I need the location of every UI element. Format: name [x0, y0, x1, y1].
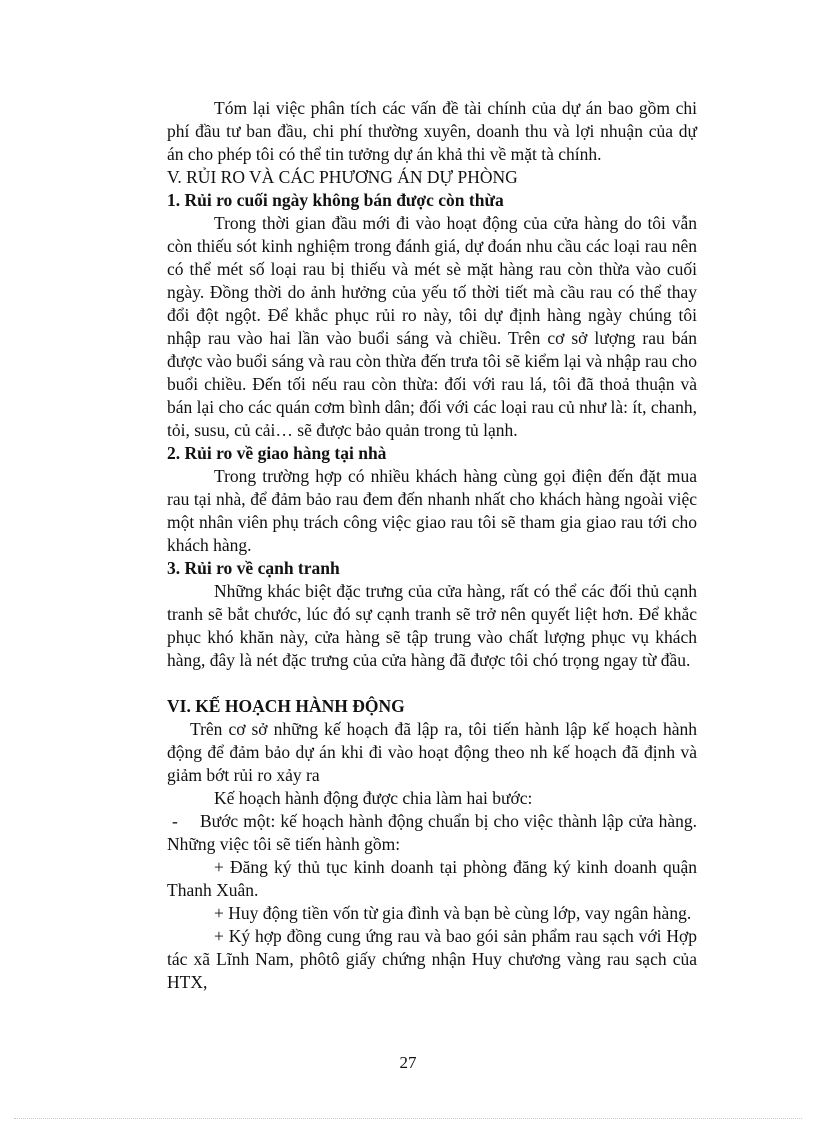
subsection-3-title: 3. Rủi ro về cạnh tranh	[167, 558, 340, 578]
list-item-contract: + Ký hợp đồng cung ứng rau và bao gói sản phẩm rau sạch với Hợp tác xã Lĩnh Nam, phôtô giấy chứng nhận Huy chương vàng rau sạch của HTX,	[167, 926, 697, 992]
subsection-3-text: Những khác biệt đặc trưng của cửa hàng, rất có thể các đối thủ cạnh tranh sẽ bắt chước, lúc đó sự cạnh tranh sẽ trở nên quyết liệt hơn. Để khắc phục khó khăn này, cửa hàng sẽ tập trung vào chất lượng phục vụ khách hàng, đây là nét đặc trưng của cửa hàng đã được tôi chó trọng ngay từ đầu.	[167, 581, 697, 670]
subsection-1-title: 1. Rủi ro cuối ngày không bán được còn thừa	[167, 190, 504, 210]
step-1-text: Bước một: kế hoạch hành động chuẩn bị cho việc thành lập cửa hàng. Những việc tôi sẽ tiến hành gồm:	[167, 811, 697, 854]
subsection-2-title: 2. Rủi ro về giao hàng tại nhà	[167, 443, 387, 463]
section-6-steps-intro: Kế hoạch hành động được chia làm hai bước:	[214, 788, 533, 808]
page-number: 27	[399, 1053, 417, 1072]
paragraph-financial-summary: Tóm lại việc phân tích các vấn đề tài chính của dự án bao gồm chi phí đầu tư ban đầu, chi phí thường xuyên, doanh thu và lợi nhuận của dự án cho phép tôi có thể tin tưởng dự án khả thi về mặt tà chính.	[167, 98, 697, 164]
step-1-item	[167, 810, 697, 856]
section-5-title: V. RỦI RO VÀ CÁC PHƯƠNG ÁN DỰ PHÒNG	[167, 167, 518, 187]
page-bottom-divider	[14, 1118, 802, 1119]
subsection-1-text: Trong thời gian đầu mới đi vào hoạt động của cửa hàng do tôi vẫn còn thiếu sót kinh nghiệm trong đánh giá, dự đoán nhu cầu các loại rau nên có thể mét số loại rau bị thiếu và mét sè mặt hàng rau còn thừa vào cuối ngày. Đồng thời do ảnh hưởng của yếu tố thời tiết mà cầu rau có thể thay đổi đột ngột. Để khắc phục rủi ro này, tôi dự định hàng ngày chúng tôi nhập rau vào hai lần vào buổi sáng và chiều. Trên cơ sở lượng rau bán được vào buổi sáng và rau còn thừa đến trưa tôi sẽ kiểm lại và nhập rau cho buổi chiều. Đến tối nếu rau còn thừa: đối với rau lá, tôi đã thoả thuận và bán lại cho các quán cơm bình dân; đối với các loại rau củ như là: ít, chanh, tỏi, susu, củ cải… sẽ được bảo quản trong tủ lạnh.	[167, 213, 697, 440]
section-6-title: VI. KẾ HOẠCH HÀNH ĐỘNG	[167, 696, 405, 716]
list-item-register: + Đăng ký thủ tục kinh doanh tại phòng đăng ký kinh doanh quận Thanh Xuân.	[167, 857, 697, 900]
dash-bullet: -	[172, 811, 178, 831]
section-6-text: Trên cơ sở những kế hoạch đã lập ra, tôi tiến hành lập kế hoạch hành động để đảm bảo dự án khi đi vào hoạt động theo nh kế hoạch đã định và giảm bớt rủi ro xảy ra	[167, 719, 697, 785]
page-content	[167, 97, 697, 994]
subsection-2-text: Trong trường hợp có nhiều khách hàng cùng gọi điện đến đặt mua rau tại nhà, để đảm bảo rau đem đến nhanh nhất cho khách hàng ngoài việc một nhân viên phụ trách công việc giao rau tôi sẽ tham gia giao rau tới cho khách hàng.	[167, 466, 697, 555]
list-item-funding: + Huy động tiền vốn từ gia đình và bạn bè cùng lớp, vay ngân hàng.	[214, 903, 692, 923]
